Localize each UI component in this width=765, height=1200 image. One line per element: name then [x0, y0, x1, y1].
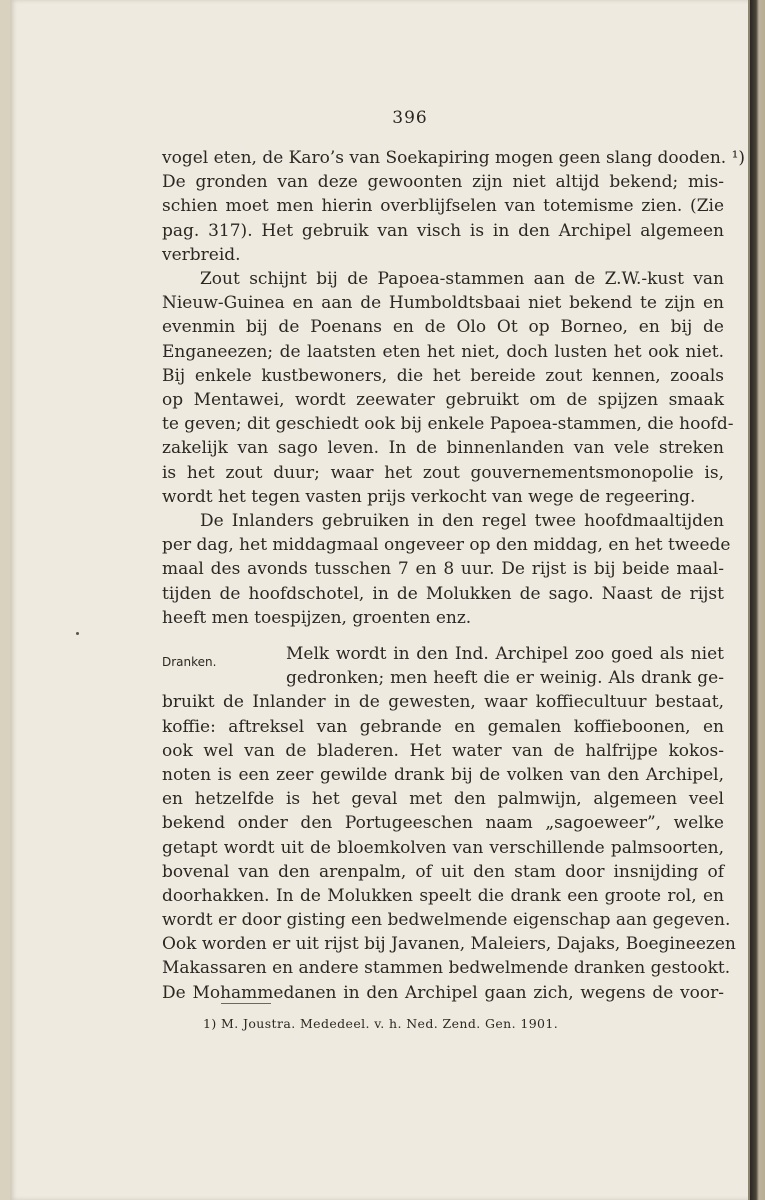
footnote: 1) M. Joustra. Mededeel. v. h. Ned. Zend. Gen. 1901.: [203, 1016, 559, 1031]
text-line: Enganeezen; de laatsten eten het niet, doch lusten het ook niet.: [162, 341, 724, 362]
text-line: Bij enkele kustbewoners, die het bereide zout kennen, zooals: [162, 365, 724, 386]
ink-speck: [76, 632, 79, 635]
margin-note-dranken: Dranken.: [162, 655, 217, 669]
text-line: getapt wordt uit de bloemkolven van verschillende palmsoorten,: [162, 837, 724, 858]
text-line: ook wel van de bladeren. Het water van de halfrijpe kokos-: [162, 740, 724, 761]
text-line: en hetzelfde is het geval met den palmwijn, algemeen veel: [162, 789, 724, 810]
book-spine-edge: [750, 0, 765, 1200]
text-line: per dag, het middagmaal ongeveer op den middag, en het tweede: [162, 535, 731, 556]
paragraph-meals: [162, 509, 731, 630]
text-line: op Mentawei, wordt zeewater gebruikt om de spijzen smaak: [162, 389, 724, 410]
text-line: Ook worden er uit rijst bij Javanen, Maleiers, Dajaks, Boegineezen: [162, 934, 736, 955]
paragraph-salt: [162, 267, 734, 509]
text-line: De gronden van deze gewoonten zijn niet altijd bekend; mis-: [162, 172, 724, 193]
text-line: doorhakken. In de Molukken speelt die drank een groote rol, en: [162, 885, 724, 906]
text-line: maal des avonds tusschen 7 en 8 uur. De rijst is bij beide maal-: [162, 559, 724, 580]
text-line: De Mohammedanen in den Archipel gaan zich, wegens de voor-: [162, 982, 724, 1003]
text-line: tijden de hoofdschotel, in de Molukken de sago. Naast de rijst: [162, 583, 724, 604]
paragraph-food-customs: [162, 146, 746, 267]
text-line: Nieuw-Guinea en aan de Humboldtsbaai niet bekend te zijn en: [162, 293, 724, 314]
text-line: heeft men toespijzen, groenten enz.: [162, 607, 472, 628]
text-line: is het zout duur; waar het zout gouvernementsmonopolie is,: [162, 462, 724, 483]
text-line: te geven; dit geschiedt ook bij enkele Papoea-stammen, die hoofd-: [162, 414, 734, 435]
text-line: vogel eten, de Karo’s van Soekapiring mogen geen slang dooden. ¹): [162, 148, 746, 168]
text-line: wordt er door gisting een bedwelmende eigenschap aan gegeven.: [162, 910, 731, 931]
text-line: wordt het tegen vasten prijs verkocht van wege de regeering.: [162, 486, 696, 507]
text-line: zakelijk van sago leven. In de binnenlanden van vele streken: [162, 438, 724, 459]
text-line: evenmin bij de Poenans en de Olo Ot op Borneo, en bij de: [162, 317, 724, 338]
text-line: schien moet men hierin overblijfselen van totemisme zien. (Zie: [162, 196, 724, 217]
text-line: pag. 317). Het gebruik van visch is in den Archipel algemeen: [162, 220, 724, 241]
text-line: bekend onder den Portugeeschen naam „sagoeweer”, welke: [162, 813, 724, 834]
text-line: noten is een zeer gewilde drank bij de volken van den Archipel,: [162, 764, 724, 785]
paragraph-drinks: [162, 642, 736, 1005]
text-line: Zout schijnt bij de Papoea-stammen aan de Z.W.-kust van: [200, 269, 724, 289]
text-line: koffie: aftreksel van gebrande en gemalen koffieboonen, en: [162, 716, 724, 737]
text-line: verbreid.: [162, 244, 241, 265]
page-number: 396: [392, 108, 428, 128]
text-line: Melk wordt in den Ind. Archipel zoo goed als niet: [286, 644, 724, 664]
text-line: De Inlanders gebruiken in den regel twee hoofdmaaltijden: [200, 511, 724, 531]
text-line: Makassaren en andere stammen bedwelmende dranken gestookt.: [162, 958, 731, 979]
text-line: gedronken; men heeft die er weinig. Als drank ge-: [286, 668, 724, 689]
text-line: bruikt de Inlander in de gewesten, waar koffiecultuur bestaat,: [162, 692, 724, 713]
footnote-separator: [221, 1003, 271, 1004]
text-line: bovenal van den arenpalm, of uit den stam door insnijding of: [162, 861, 724, 882]
